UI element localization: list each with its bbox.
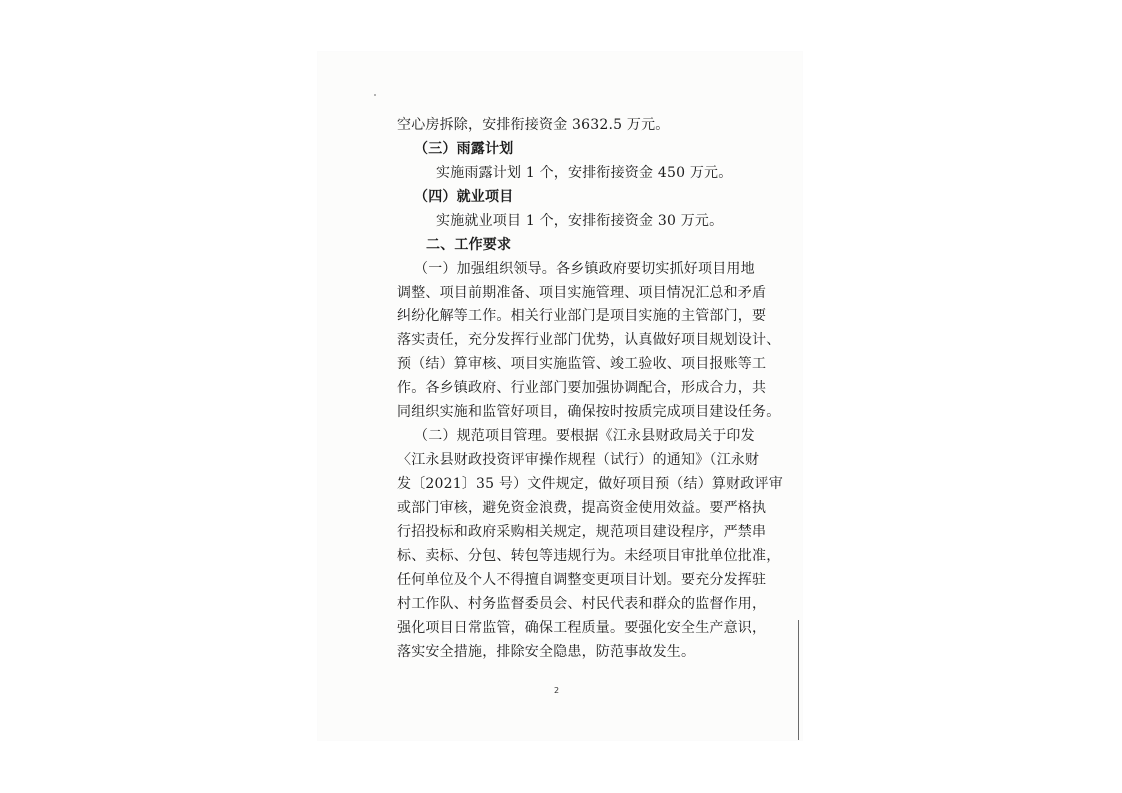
paragraph-organization-line-3: 纠纷化解等工作。相关行业部门是项目实施的主管部门，要	[397, 308, 767, 324]
paragraph-management-line-1: （二）规范项目管理。要根据《江永县财政局关于印发	[414, 428, 755, 444]
paragraph-organization-line-5: 预（结）算审核、项目实施监管、竣工验收、项目报账等工	[397, 356, 767, 372]
paragraph-management-line-8: 村工作队、村务监督委员会、村民代表和群众的监督作用，	[397, 596, 767, 612]
paragraph-management-line-4: 或部门审核，避免资金浪费，提高资金使用效益。要严格执	[397, 500, 767, 516]
text-line-5: 实施就业项目 1 个，安排衔接资金 30 万元。	[436, 213, 724, 229]
paragraph-organization-line-4: 落实责任，充分发挥行业部门优势，认真做好项目规划设计、	[397, 332, 781, 348]
paragraph-management-line-7: 任何单位及个人不得擅自调整变更项目计划。要充分发挥驻	[397, 572, 767, 588]
paragraph-management-line-9: 强化项目日常监管，确保工程质量。要强化安全生产意识，	[397, 620, 767, 636]
scan-edge-line	[798, 620, 799, 740]
page-number: 2	[554, 686, 560, 695]
paragraph-management-line-2: 〈江永县财政投资评审操作规程（试行）的通知》（江永财	[397, 452, 760, 468]
paragraph-organization-line-7: 同组织实施和监管好项目，确保按时按质完成项目建设任务。	[397, 404, 781, 420]
scan-speck	[374, 94, 376, 96]
text-line-1: 空心房拆除，安排衔接资金 3632.5 万元。	[397, 117, 670, 133]
text-line-3: 实施雨露计划 1 个，安排衔接资金 450 万元。	[436, 165, 733, 181]
paragraph-organization-line-1: （一）加强组织领导。各乡镇政府要切实抓好项目用地	[414, 261, 755, 277]
paragraph-management-line-10: 落实安全措施，排除安全隐患，防范事故发生。	[397, 644, 696, 660]
section-heading-employment-projects: （四）就业项目	[414, 189, 514, 205]
section-heading-yulu-plan: （三）雨露计划	[414, 141, 514, 157]
paragraph-management-line-5: 行招投标和政府采购相关规定，规范项目建设程序，严禁串	[397, 524, 767, 540]
paragraph-management-line-6: 标、卖标、分包、转包等违规行为。未经项目审批单位批准，	[397, 548, 781, 564]
paragraph-organization-line-6: 作。各乡镇政府、行业部门要加强协调配合，形成合力，共	[397, 380, 767, 396]
paragraph-management-line-3: 发〔2021〕35 号）文件规定，做好项目预（结）算财政评审	[397, 476, 783, 492]
paragraph-organization-line-2: 调整、项目前期准备、项目实施管理、项目情况汇总和矛盾	[397, 285, 767, 301]
section-heading-work-requirements: 二、工作要求	[426, 237, 512, 253]
